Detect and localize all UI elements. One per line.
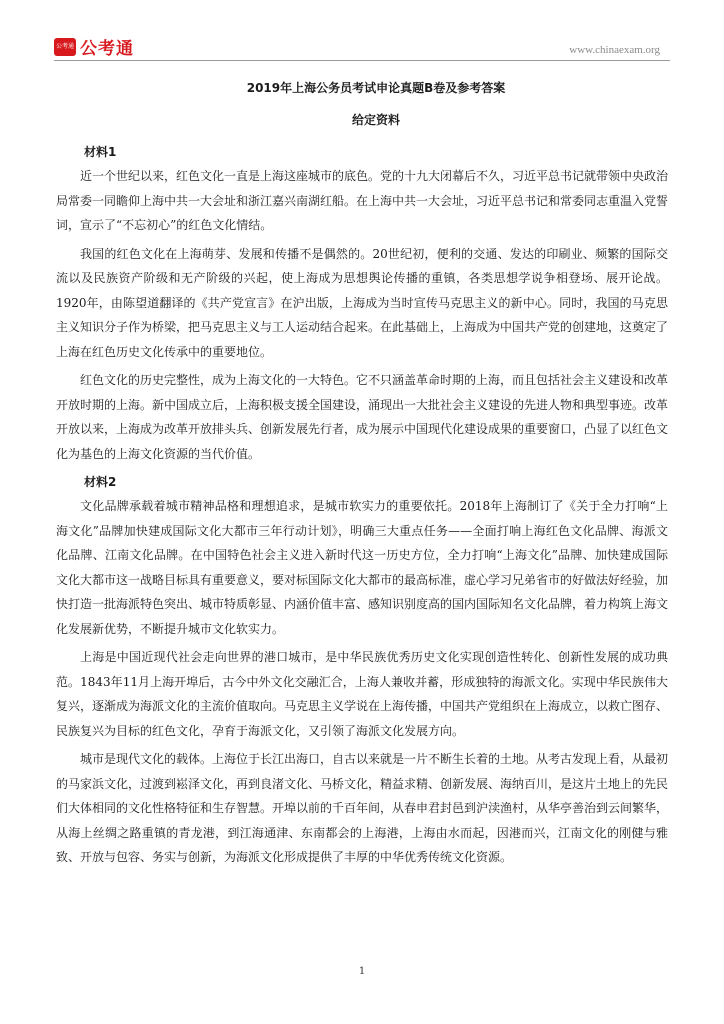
paragraph: 城市是现代文化的载体。上海位于长江出海口，自古以来就是一片不断生长着的土地。从考古发现上看，从最初的马家浜文化，过渡到崧泽文化，再到良渚文化、马桥文化，精益求精、创新发展、海纳百川，是这片土地上的先民们大体相同的文化性格特征和生存智慧。开埠以前的千百年间，从春申君封邑到沪渎渔村，从华亭善治到云间繁华，从海上丝绸之路重镇的青龙港，到江海通津、东南都会的上海港，上海由水而起，因港而兴，江南文化的刚健与雅致、开放与包容、务实与创新，为海派文化形成提供了丰厚的中华优秀传统文化资源。 (56, 752, 669, 864)
section-label-material-2: 材料2 (84, 475, 117, 489)
document-title: 2019年上海公务员考试申论真题B卷及参考答案 (246, 81, 506, 95)
site-url-link[interactable]: www.chinaexam.org (569, 44, 660, 56)
paragraph: 文化品牌承载着城市精神品格和理想追求，是城市软实力的重要依托。2018年上海制订了《关于全力打响“上海文化”品牌加快建成国际文化大都市三年行动计划》，明确三大重点任务——全面打响上海红色文化品牌、海派文化品牌、江南文化品牌。在中国特色社会主义进入新时代这一历史方位，全力打响“上海文化”品牌、加快建成国际文化大都市这一战略目标具有重要意义，要对标国际文化大都市的最高标准，虚心学习兄弟省市的好做法好经验，加快打造一批海派特色突出、城市特质彰显、内涵价值丰富、感知识别度高的国内国际知名文化品牌，着力构筑上海文化发展新优势，不断提升城市文化软实力。 (56, 499, 669, 636)
document-body (56, 78, 669, 874)
paragraph: 红色文化的历史完整性，成为上海文化的一大特色。它不只涵盖革命时期的上海，而且包括社会主义建设和改革开放时期的上海。新中国成立后，上海积极支援全国建设，涌现出一大批社会主义建设的先进人物和典型事迹。改革开放以来，上海成为改革开放排头兵、创新发展先行者，成为展示中国现代化建设成果的重要窗口，凸显了以红色文化为基色的上海文化资源的当代价值。 (56, 373, 669, 461)
paragraph: 我国的红色文化在上海萌芽、发展和传播不是偶然的。20世纪初，便利的交通、发达的印刷业、频繁的国际交流以及民族资产阶级和无产阶级的兴起，使上海成为思想舆论传播的重镇，各类思想学说争相登场、展开论战。1920年，由陈望道翻译的《共产党宣言》在沪出版，上海成为当时宣传马克思主义的新中心。同时，我国的马克思主义知识分子作为桥梁，把马克思主义与工人运动结合起来。在此基础上，上海成为中国共产党的创建地，这奠定了上海在红色历史文化传承中的重要地位。 (56, 246, 669, 359)
brand-logo[interactable] (54, 34, 134, 59)
page-header (0, 0, 724, 64)
logo-badge-icon: 公考通 (54, 38, 76, 56)
paragraph: 近一个世纪以来，红色文化一直是上海这座城市的底色。党的十九大闭幕后不久，习近平总书记就带领中央政治局常委一同瞻仰上海中共一大会址和浙江嘉兴南湖红船。在上海中共一大会址，习近平总书记和常委同志重温入党誓词，宣示了“不忘初心”的红色文化情结。 (56, 169, 669, 232)
section-label-material-1: 材料1 (84, 145, 117, 159)
page-number: 1 (358, 966, 366, 977)
header-divider (54, 60, 670, 61)
paragraph: 上海是中国近现代社会走向世界的港口城市，是中华民族优秀历史文化实现创造性转化、创新性发展的成功典范。1843年11月上海开埠后，古今中外文化交融汇合，上海人兼收并蓄，形成独特的海派文化。实现中华民族伟大复兴，逐渐成为海派文化的主流价值取向。马克思主义学说在上海传播，中国共产党组织在上海成立，以救亡图存、民族复兴为目标的红色文化，孕育于海派文化，又引领了海派文化发展方向。 (56, 650, 669, 738)
document-subtitle: 给定资料 (351, 113, 400, 127)
logo-text: 公考通 (80, 39, 134, 59)
